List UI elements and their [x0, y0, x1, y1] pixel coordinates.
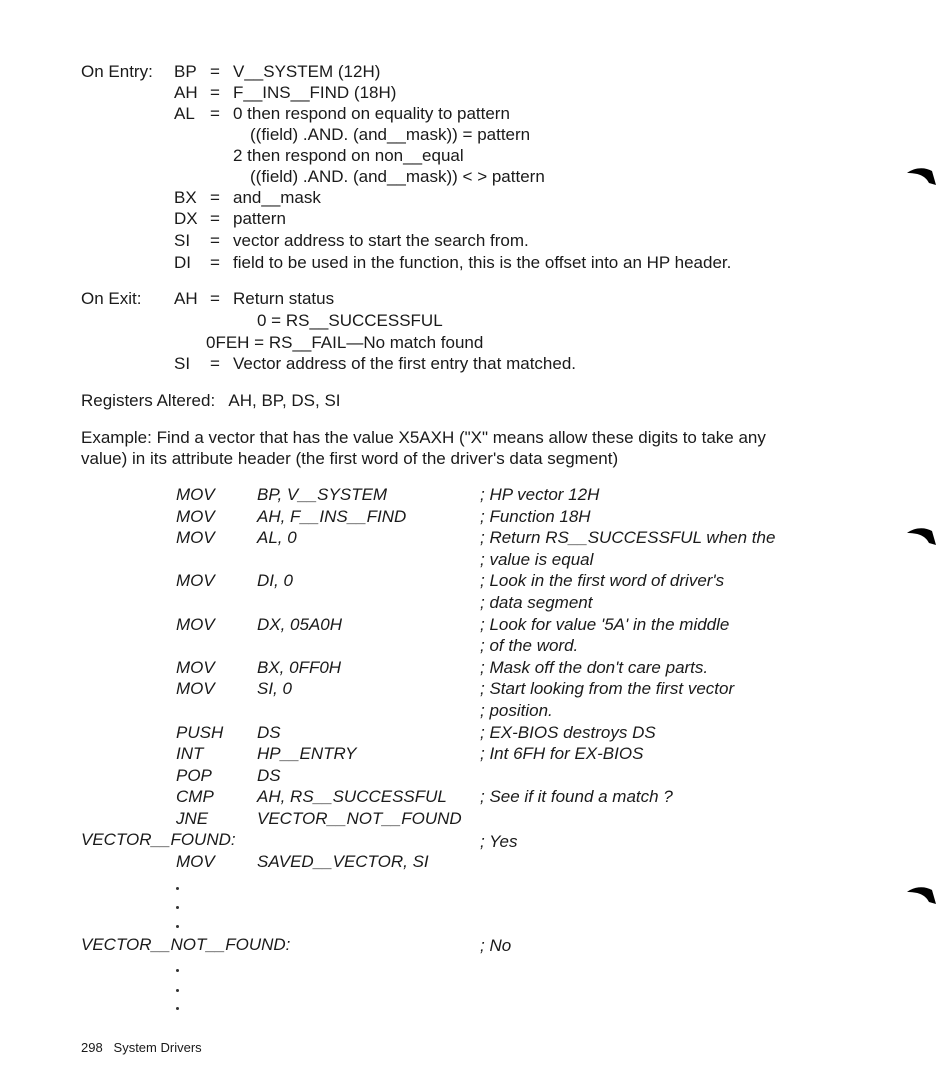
- code-cmt: ; data segment: [480, 593, 593, 612]
- binding-mark-icon: [905, 163, 939, 189]
- code-op-mov: MOV: [176, 852, 215, 871]
- binding-mark-icon: [905, 523, 939, 549]
- si-exit-value: Vector address of the first entry that matched.: [233, 354, 577, 373]
- bx-value: and__mask: [233, 188, 321, 207]
- code-cmt: ; See if it found a match ?: [480, 787, 673, 806]
- page-footer: 298 System Drivers: [81, 1040, 202, 1055]
- al-condition-non-equal: ((field) .AND. (and__mask)) < > pattern: [250, 167, 545, 186]
- code-op: MOV: [176, 615, 215, 634]
- code-op: MOV: [176, 658, 215, 677]
- code-op: POP: [176, 766, 212, 785]
- status-fail: 0FEH = RS__FAIL—No match found: [206, 333, 484, 352]
- code-cmt: ; of the word.: [480, 636, 579, 655]
- code-arg: HP__ENTRY: [257, 744, 357, 763]
- code-cmt: ; Look for value '5A' in the middle: [480, 615, 730, 634]
- code-arg: VECTOR__NOT__FOUND: [257, 809, 462, 828]
- on-entry-label: On Entry:: [81, 62, 153, 81]
- eq-sign: =: [210, 62, 220, 81]
- code-cmt: ; Int 6FH for EX-BIOS: [480, 744, 644, 763]
- code-cmt: ; Look in the first word of driver's: [480, 571, 725, 590]
- eq-sign: =: [210, 188, 220, 207]
- code-op: MOV: [176, 528, 215, 547]
- code-arg-saved-vector: SAVED__VECTOR, SI: [257, 852, 429, 871]
- code-arg: AH, F__INS__FIND: [257, 507, 407, 526]
- code-op: CMP: [176, 787, 214, 806]
- di-value: field to be used in the function, this is the offset into an HP header.: [233, 253, 732, 272]
- reg-si: SI: [174, 231, 191, 250]
- label-vector-found: VECTOR__FOUND:: [81, 830, 236, 849]
- example-text-line1: Example: Find a vector that has the value X5AXH ("X" means allow these digits to take any: [81, 428, 766, 447]
- code-arg: DI, 0: [257, 571, 293, 590]
- reg-dx: DX: [174, 209, 198, 228]
- code-op: JNE: [176, 809, 209, 828]
- code-arg: BX, 0FF0H: [257, 658, 342, 677]
- code-cmt: ; Function 18H: [480, 507, 591, 526]
- ellipsis-dot: [176, 906, 179, 909]
- al-condition-equal: ((field) .AND. (and__mask)) = pattern: [250, 125, 531, 144]
- comment-yes: ; Yes: [480, 832, 518, 851]
- reg-al: AL: [174, 104, 195, 123]
- registers-altered: Registers Altered: AH, BP, DS, SI: [81, 391, 341, 410]
- code-arg: SI, 0: [257, 679, 292, 698]
- ellipsis-dot: [176, 989, 179, 992]
- reg-bx: BX: [174, 188, 197, 207]
- ah-value: F__INS__FIND (18H): [233, 83, 397, 102]
- al-option-2: 2 then respond on non__equal: [233, 146, 464, 165]
- reg-bp: BP: [174, 62, 197, 81]
- code-arg: DS: [257, 766, 281, 785]
- code-arg: AL, 0: [257, 528, 297, 547]
- ellipsis-dot: [176, 925, 179, 928]
- code-cmt: ; Start looking from the first vector: [480, 679, 735, 698]
- eq-sign: =: [210, 231, 220, 250]
- on-exit-label: On Exit:: [81, 289, 142, 308]
- code-arg: DX, 05A0H: [257, 615, 343, 634]
- eq-sign: =: [210, 83, 220, 102]
- si-value: vector address to start the search from.: [233, 231, 529, 250]
- code-op: INT: [176, 744, 204, 763]
- eq-sign: =: [210, 253, 220, 272]
- label-vector-not-found: VECTOR__NOT__FOUND:: [81, 935, 291, 954]
- code-cmt: ; HP vector 12H: [480, 485, 600, 504]
- eq-sign: =: [210, 354, 220, 373]
- comment-no: ; No: [480, 936, 512, 955]
- ellipsis-dot: [176, 1007, 179, 1010]
- binding-mark-icon: [905, 882, 939, 908]
- dx-value: pattern: [233, 209, 286, 228]
- code-arg: BP, V__SYSTEM: [257, 485, 388, 504]
- code-cmt: ; Return RS__SUCCESSFUL when the: [480, 528, 776, 547]
- bp-value: V__SYSTEM (12H): [233, 62, 381, 81]
- ah-exit-value: Return status: [233, 289, 335, 308]
- reg-di: DI: [174, 253, 191, 272]
- code-cmt: ; Mask off the don't care parts.: [480, 658, 709, 677]
- al-value: 0 then respond on equality to pattern: [233, 104, 510, 123]
- code-cmt: ; EX-BIOS destroys DS: [480, 723, 656, 742]
- eq-sign: =: [210, 104, 220, 123]
- example-text-line2: value) in its attribute header (the first word of the driver's data segment): [81, 449, 619, 468]
- code-arg: AH, RS__SUCCESSFUL: [257, 787, 447, 806]
- code-op: MOV: [176, 679, 215, 698]
- code-op: MOV: [176, 485, 215, 504]
- ellipsis-dot: [176, 969, 179, 972]
- code-op: PUSH: [176, 723, 224, 742]
- code-op: MOV: [176, 571, 215, 590]
- code-arg: DS: [257, 723, 281, 742]
- ellipsis-dot: [176, 887, 179, 890]
- code-cmt: ; value is equal: [480, 550, 594, 569]
- eq-sign: =: [210, 209, 220, 228]
- status-successful: 0 = RS__SUCCESSFUL: [257, 311, 443, 330]
- reg-si-exit: SI: [174, 354, 191, 373]
- reg-ah: AH: [174, 83, 198, 102]
- code-op: MOV: [176, 507, 215, 526]
- code-cmt: ; position.: [480, 701, 553, 720]
- reg-ah-exit: AH: [174, 289, 198, 308]
- eq-sign: =: [210, 289, 220, 308]
